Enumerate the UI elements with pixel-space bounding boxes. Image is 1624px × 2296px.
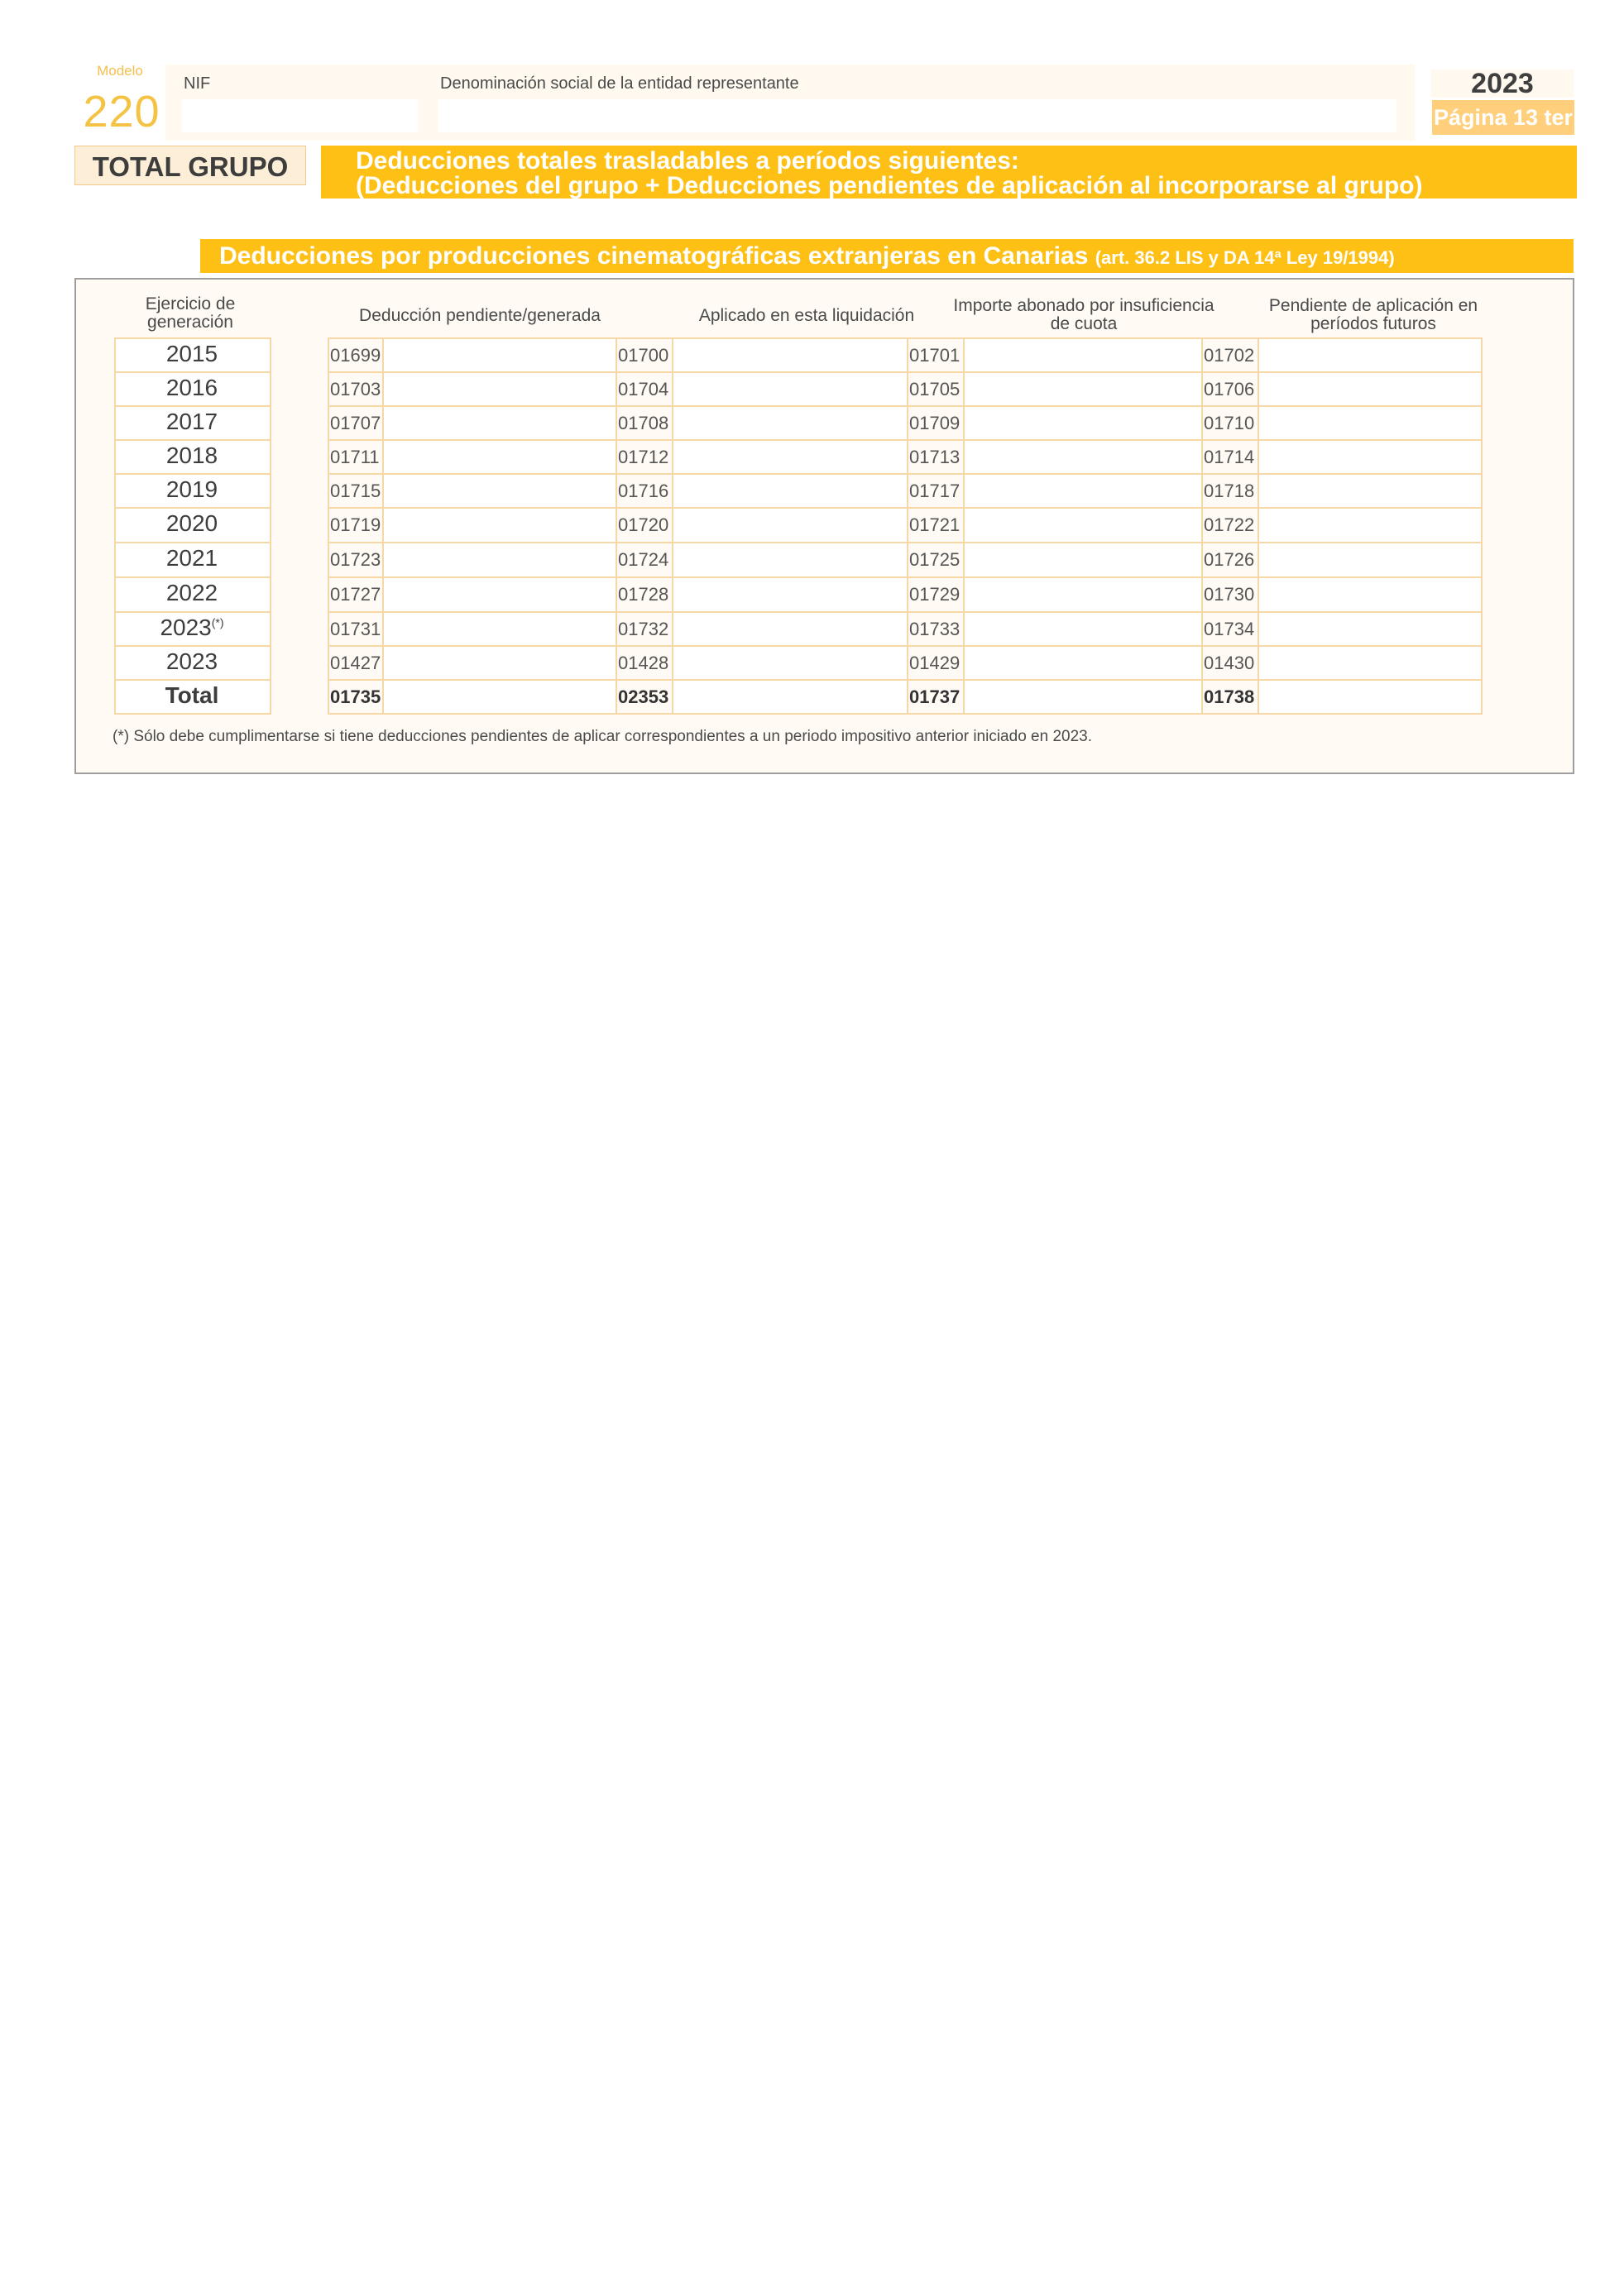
box-code: 01734 <box>1204 619 1255 639</box>
year-header <box>124 295 256 332</box>
section-title <box>200 239 1574 273</box>
value-field[interactable] <box>672 405 907 439</box>
grid-line <box>328 473 1481 475</box>
modelo-number: 220 <box>83 87 160 136</box>
value-field[interactable] <box>963 542 1201 576</box>
year-label <box>114 510 270 537</box>
year-label <box>114 545 270 572</box>
year-label <box>114 476 270 503</box>
box-code: 01706 <box>1204 379 1255 399</box>
total-grupo-label: TOTAL GRUPO <box>74 146 306 185</box>
title-band <box>321 146 1577 199</box>
value-field[interactable] <box>672 611 907 645</box>
grid-line <box>114 439 270 441</box>
grid-line <box>328 542 1481 543</box>
value-field[interactable] <box>382 679 616 713</box>
value-field[interactable] <box>963 645 1201 679</box>
value-field[interactable] <box>672 679 907 713</box>
value-field[interactable] <box>1258 576 1481 611</box>
value-field[interactable] <box>963 405 1201 439</box>
value-field[interactable] <box>382 337 616 371</box>
grid-line <box>328 439 1481 441</box>
box-code: 01721 <box>909 514 961 535</box>
value-field[interactable] <box>382 507 616 542</box>
value-field[interactable] <box>1258 507 1481 542</box>
box-code: 01731 <box>330 619 381 639</box>
year-header-line-1: Ejercicio de <box>145 294 236 313</box>
grid-line <box>328 576 1481 578</box>
value-field[interactable] <box>963 371 1201 405</box>
grid-line <box>270 337 271 715</box>
grid-line <box>114 645 270 647</box>
col-header-pendiente-line-1: Pendiente de aplicación en <box>1268 296 1478 315</box>
value-field[interactable] <box>382 371 616 405</box>
footnote: (*) Sólo debe cumplimentarse si tiene deducciones pendientes de aplicar correspondientes a un periodo impositivo anterior iniciado en 2023. <box>113 728 1092 745</box>
grid-line <box>114 371 270 373</box>
header-band <box>165 65 1415 141</box>
grid-line <box>328 679 1481 681</box>
box-code: 01733 <box>909 619 961 639</box>
box-code: 01717 <box>909 481 961 501</box>
year-text: 2022 <box>165 580 218 605</box>
box-code: 01723 <box>330 549 381 570</box>
col-header-importe <box>935 297 1233 333</box>
year-label <box>114 409 270 435</box>
grid-line <box>114 679 270 681</box>
value-field[interactable] <box>963 473 1201 507</box>
value-field[interactable] <box>1258 645 1481 679</box>
box-code: 01724 <box>618 549 669 570</box>
box-code: 01710 <box>1204 413 1255 433</box>
year-text: 2021 <box>165 545 218 571</box>
grid-line <box>328 507 1481 509</box>
col-header-pendiente <box>1233 297 1514 333</box>
box-code: 01728 <box>618 584 669 605</box>
grid-line <box>114 611 270 613</box>
grid-line <box>328 713 1481 715</box>
year-badge: 2023 <box>1431 69 1574 98</box>
grid-line <box>907 337 908 715</box>
page-badge: Página 13 ter <box>1432 100 1574 135</box>
value-field[interactable] <box>382 405 616 439</box>
value-field[interactable] <box>963 679 1201 713</box>
value-field[interactable] <box>382 542 616 576</box>
grid-line <box>1481 337 1483 715</box>
box-code: 01714 <box>1204 447 1255 467</box>
year-text: 2023 <box>165 648 218 674</box>
grid-line <box>114 507 270 509</box>
year-footnote-marker: (*) <box>211 615 224 629</box>
value-field[interactable] <box>382 439 616 473</box>
year-header-line-2: generación <box>147 313 233 332</box>
box-code: 02353 <box>618 686 669 707</box>
box-code: 01709 <box>909 413 961 433</box>
value-field[interactable] <box>672 507 907 542</box>
box-code: 01702 <box>1204 345 1255 366</box>
section-title-text: Deducciones por producciones cinematográficas extranjeras en Canarias <box>219 242 1089 270</box>
box-code: 01705 <box>909 379 961 399</box>
box-code: 01738 <box>1204 686 1255 707</box>
box-code: 01427 <box>330 653 381 673</box>
year-text: 2015 <box>165 341 218 366</box>
col-header-importe-line-1: Importe abonado por insuficiencia <box>953 296 1214 315</box>
year-text: 2016 <box>165 375 218 400</box>
year-label <box>114 580 270 606</box>
box-code: 01737 <box>909 686 961 707</box>
value-field[interactable] <box>672 576 907 611</box>
box-code: 01713 <box>909 447 961 467</box>
value-field[interactable] <box>1258 473 1481 507</box>
grid-line <box>963 337 965 715</box>
grid-line <box>114 337 270 339</box>
denominacion-field[interactable] <box>438 99 1396 132</box>
value-field[interactable] <box>382 576 616 611</box>
box-code: 01707 <box>330 413 381 433</box>
year-label <box>114 442 270 469</box>
year-label <box>114 615 270 641</box>
grid-line <box>114 405 270 407</box>
box-code: 01704 <box>618 379 669 399</box>
box-code: 01727 <box>330 584 381 605</box>
value-field[interactable] <box>672 371 907 405</box>
box-code: 01430 <box>1204 653 1255 673</box>
value-field[interactable] <box>672 473 907 507</box>
value-field[interactable] <box>1258 371 1481 405</box>
value-field[interactable] <box>1258 679 1481 713</box>
box-code: 01428 <box>618 653 669 673</box>
grid-line <box>328 337 1481 339</box>
box-code: 01735 <box>330 686 381 707</box>
grid-line <box>328 405 1481 407</box>
grid-line <box>616 337 617 715</box>
value-field[interactable] <box>1258 405 1481 439</box>
year-text: 2018 <box>165 442 218 468</box>
value-field[interactable] <box>672 542 907 576</box>
box-code: 01711 <box>330 447 380 467</box>
value-field[interactable] <box>963 337 1201 371</box>
grid-line <box>328 611 1481 613</box>
grid-line <box>328 337 329 715</box>
box-code: 01719 <box>330 514 381 535</box>
box-code: 01718 <box>1204 481 1255 501</box>
value-field[interactable] <box>1258 439 1481 473</box>
col-header-deduccion: Deducción pendiente/generada <box>359 306 601 325</box>
box-code: 01722 <box>1204 514 1255 535</box>
total-row-label <box>114 682 270 709</box>
value-field[interactable] <box>1258 611 1481 645</box>
year-text: 2023 <box>160 615 212 640</box>
year-text: Total <box>165 682 219 708</box>
grid-line <box>672 337 673 715</box>
year-label <box>114 375 270 401</box>
box-code: 01720 <box>618 514 669 535</box>
grid-line <box>114 473 270 475</box>
box-code: 01730 <box>1204 584 1255 605</box>
box-code: 01716 <box>618 481 669 501</box>
box-code: 01700 <box>618 345 669 366</box>
value-field[interactable] <box>672 645 907 679</box>
value-field[interactable] <box>382 645 616 679</box>
box-code: 01701 <box>909 345 961 366</box>
box-code: 01429 <box>909 653 961 673</box>
value-field[interactable] <box>382 611 616 645</box>
grid-line <box>382 337 384 715</box>
modelo-label: Modelo <box>97 63 143 79</box>
box-code: 01725 <box>909 549 961 570</box>
year-label <box>114 648 270 675</box>
box-code: 01708 <box>618 413 669 433</box>
grid-line <box>1201 337 1203 715</box>
grid-line <box>1258 337 1259 715</box>
box-code: 01732 <box>618 619 669 639</box>
value-field[interactable] <box>672 439 907 473</box>
col-header-importe-line-2: de cuota <box>1050 314 1118 333</box>
box-code: 01699 <box>330 345 381 366</box>
title-line-1: Deducciones totales trasladables a períodos siguientes: <box>356 147 1019 175</box>
title-line-2: (Deducciones del grupo + Deducciones pendientes de aplicación al incorporarse al grupo) <box>356 172 1423 199</box>
nif-field[interactable] <box>182 99 418 132</box>
denominacion-label: Denominación social de la entidad representante <box>440 74 799 93</box>
value-field[interactable] <box>963 439 1201 473</box>
value-field[interactable] <box>382 473 616 507</box>
col-header-pendiente-line-2: períodos futuros <box>1310 314 1436 333</box>
nif-label: NIF <box>184 74 211 93</box>
grid-line <box>328 645 1481 647</box>
section-reference: (art. 36.2 LIS y DA 14ª Ley 19/1994) <box>1095 247 1395 268</box>
value-field[interactable] <box>672 337 907 371</box>
box-code: 01712 <box>618 447 669 467</box>
value-field[interactable] <box>963 507 1201 542</box>
box-code: 01703 <box>330 379 381 399</box>
year-text: 2020 <box>165 510 218 536</box>
value-field[interactable] <box>1258 337 1481 371</box>
box-code: 01726 <box>1204 549 1255 570</box>
grid-line <box>114 542 270 543</box>
value-field[interactable] <box>963 611 1201 645</box>
box-code: 01715 <box>330 481 381 501</box>
value-field[interactable] <box>1258 542 1481 576</box>
grid-line <box>328 371 1481 373</box>
grid-line <box>114 576 270 578</box>
value-field[interactable] <box>963 576 1201 611</box>
year-text: 2017 <box>165 409 218 434</box>
grid-line <box>114 713 270 715</box>
box-code: 01729 <box>909 584 961 605</box>
col-header-aplicado: Aplicado en esta liquidación <box>698 306 915 325</box>
year-text: 2019 <box>165 476 218 502</box>
year-label <box>114 341 270 367</box>
